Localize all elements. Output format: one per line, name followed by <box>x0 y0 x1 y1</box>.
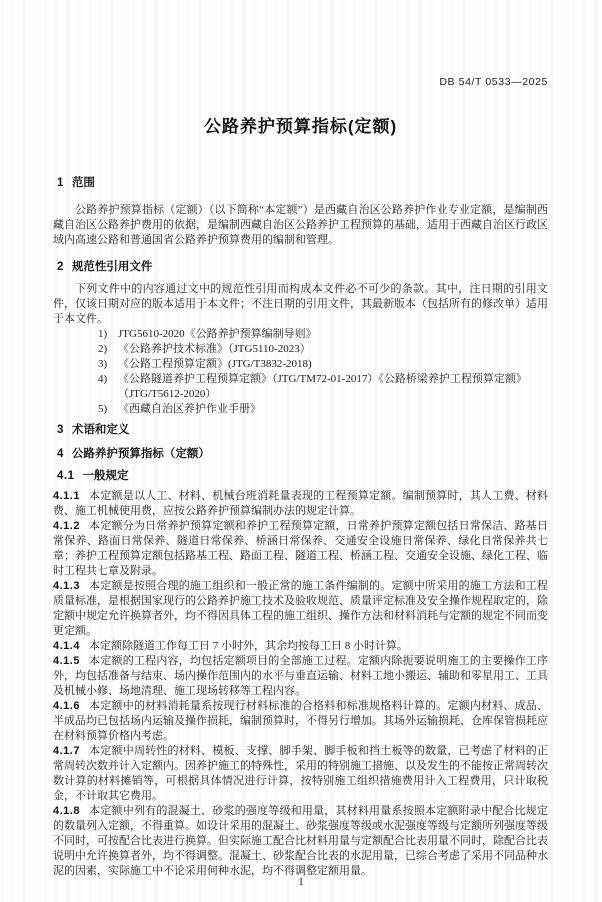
section-heading-normative-references <box>53 260 548 275</box>
section-label: 公路养护预算指标（定额） <box>71 448 210 460</box>
reference-text: 《公路工程预算定额》(JTG/T3832-2018) <box>118 358 312 370</box>
reference-text: 《西藏自治区养护作业手册》 <box>118 403 261 415</box>
clause-number: 4.1.7 <box>53 745 80 757</box>
clause-text: 本定额中列有的混凝土、砂浆的强度等级和用量，其材料用量系按照本定额附录中配合比规定的数量列入定额，不得重算。如设计采用的混凝土、砂浆强度等级或水泥强度等级与定额所列强度等级不同时，可按配合比表进行换算。但实际施工配合比材料用量与定额配合比表用量不同时，除配合比表说明中允许换算者外，均不得调整。混凝土、砂浆配合比表的水泥用量，已综合考虑了采用不同品种水泥的因素，实际施工中不论采用何种水泥，均不得调整定额用量。 <box>53 805 548 877</box>
clause <box>53 639 548 654</box>
clause-number: 4.1.3 <box>53 580 80 592</box>
clause-list <box>53 489 548 879</box>
clause-number: 4.1.2 <box>53 520 80 532</box>
reference-list <box>53 327 548 417</box>
reference-item <box>53 357 548 372</box>
clause-text: 本定额是以人工、材料、机械台班消耗量表现的工程预算定额。编制预算时，其人工费、材料费、施工机械使用费，应按公路养护预算编制办法的规定计算。 <box>53 490 548 517</box>
clause-number: 4.1.6 <box>53 700 80 712</box>
section-number: 2 <box>57 261 64 273</box>
reference-text: JTG5610-2020《公路养护预算编制导则》 <box>118 328 317 340</box>
reference-number: 3) <box>98 358 108 370</box>
reference-number: 1) <box>98 328 108 340</box>
section-label: 范围 <box>71 177 95 189</box>
clause-number: 4.1.5 <box>53 655 80 667</box>
clause-number: 4.1.4 <box>53 640 80 652</box>
subsection-heading-general-rules <box>53 469 548 484</box>
section-heading-budget-quota <box>53 447 548 462</box>
clause-text: 本定额分为日常养护预算定额和养护工程预算定额，日常养护预算定额包括日常保洁、路基日常保养、路面日常保养、隧道日常保养、桥涵日常保养、交通安全设施日常保养、绿化日常保养共七章；养护工程预算定额包括路基工程、路面工程、隧道工程、桥涵工程、交通安全设施、绿化工程、临时工程共七章及附录。 <box>53 520 548 577</box>
scope-paragraph: 公路养护预算指标（定额）（以下简称“本定额”）是西藏自治区公路养护作业专业定额，是编制西藏自治区公路养护费用的依据，是编制西藏自治区公路养护工程预算的基础，适用于西藏自治区行政区域内高速公路和普通国省公路养护预算费用的编制和管理。 <box>53 204 548 246</box>
clause <box>53 804 548 879</box>
clause-text: 本定额中的材料消耗量系按现行材料标准的合格料和标准规格料计算的。定额内材料、成品、半成品均已包括场内运输及操作损耗，编制预算时，不得另行增加。其场外运输损耗、仓库保管损耗应在材料预算价格内考虑。 <box>53 700 548 742</box>
reference-item <box>53 372 548 402</box>
subsection-number: 4.1 <box>57 470 75 482</box>
clause <box>53 699 548 744</box>
clause <box>53 579 548 639</box>
clause <box>53 654 548 699</box>
reference-item <box>53 402 548 417</box>
section-number: 3 <box>57 424 64 436</box>
clause-number: 4.1.8 <box>53 805 80 817</box>
clause-text: 本定额除隧道工作每工日 7 小时外，其余均按每工日 8 小时计算。 <box>88 640 408 652</box>
document-title: 公路养护预算指标(定额) <box>203 117 398 136</box>
clause <box>53 489 548 519</box>
clause-text: 本定额是按照合理的施工组织和一般正常的施工条件编制的。定额中所采用的施工方法和工程质量标准，是根据国家现行的公路养护施工技术及验收规范、质量评定标准及安全操作规程取定的，除定额中规定允许换算者外，均不得因具体工程的施工组织、操作方法和材料消耗与定额的规定不同而变更定额。 <box>53 580 548 637</box>
normative-references-paragraph: 下列文件中的内容通过文中的规范性引用而构成本文件必不可少的条款。其中，注日期的引用文件，仅该日期对应的版本适用于本文件；不注日期的引用文件，其最新版本（包括所有的修改单）适用于本文件。 <box>53 283 548 325</box>
section-number: 4 <box>57 448 64 460</box>
clause <box>53 519 548 579</box>
section-heading-terms-definitions <box>53 423 548 438</box>
subsection-label: 一般规定 <box>82 470 129 482</box>
clause-text: 本定额中周转性的材料、模板、支撑、脚手架、脚手板和挡土板等的数量，已考虑了材料的正常周转次数并计入定额内。因养护施工的特殊性，采用的特别施工措施、以及发生的不能按正常周转次数计算的材料摊销等，可根据具体情况进行计算，按特别施工组织措施费用计入工程费用，只计取税金，不计取其它费用。 <box>53 745 548 802</box>
reference-number: 5) <box>98 403 108 415</box>
clause <box>53 744 548 804</box>
reference-number: 2) <box>98 343 108 355</box>
reference-item <box>53 327 548 342</box>
reference-text: 《公路养护技术标准》（JTG5110-2023） <box>118 343 311 355</box>
section-number: 1 <box>57 177 64 189</box>
section-heading-scope <box>53 176 548 191</box>
clause-text: 本定额的工程内容，均包括定额项目的全部施工过程。定额内除扼要说明施工的主要操作工序外，均包括准备与结束、场内操作范围内的水平与垂直运输、材料工地小搬运、辅助和零星用工、工具及机械小修、场地清理、施工现场转移等工程内容。 <box>53 655 548 697</box>
reference-text: 《公路隧道养护工程预算定额》（JTG/TM72-01-2017）《公路桥梁养护工程预算定额》（JTG/T5612-2020） <box>118 373 527 400</box>
clause-number: 4.1.1 <box>53 490 80 502</box>
reference-number: 4) <box>98 373 108 385</box>
reference-item <box>53 342 548 357</box>
section-label: 规范性引用文件 <box>71 261 153 273</box>
section-label: 术语和定义 <box>71 424 130 436</box>
page-number: 1 <box>298 876 304 888</box>
standard-code: DB 54/T 0533—2025 <box>439 76 548 88</box>
